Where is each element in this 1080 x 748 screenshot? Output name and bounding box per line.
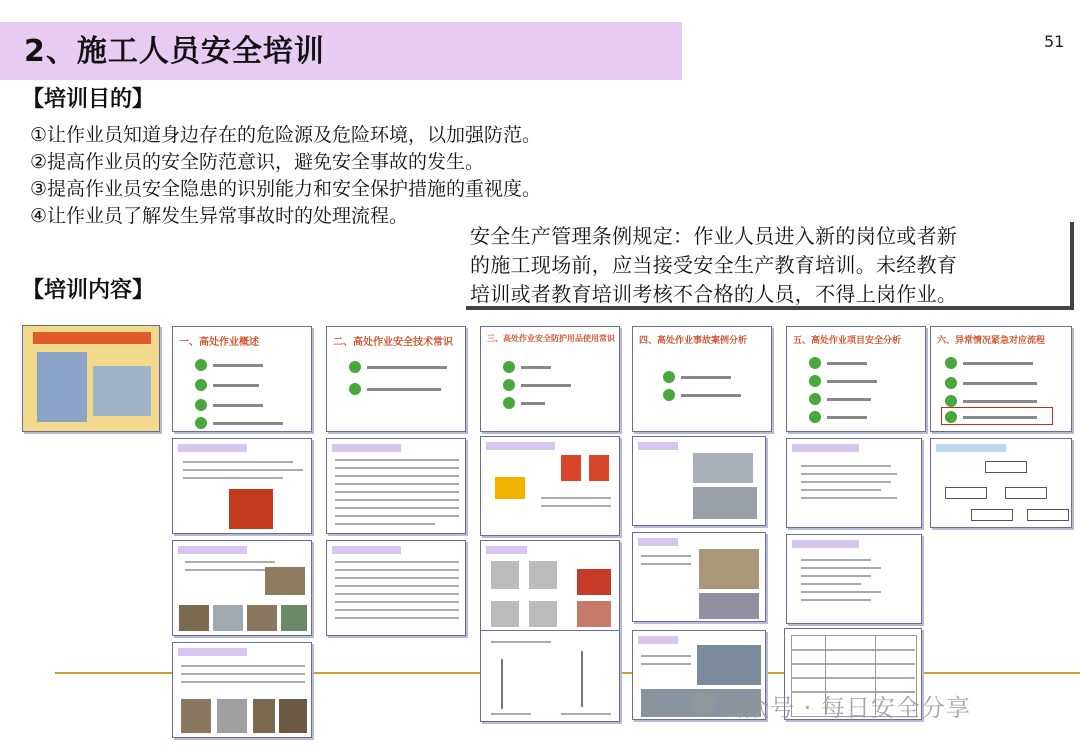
slide-thumb-4 bbox=[632, 326, 772, 432]
slide-thumb-3 bbox=[480, 326, 620, 432]
regulation-callout bbox=[466, 222, 1074, 310]
slide-title-1: 一、高处作业概述 bbox=[179, 337, 259, 348]
slide-title-4: 四、高处作业事故案例分析 bbox=[639, 336, 748, 346]
helmet-image bbox=[495, 477, 525, 499]
bullet-icon bbox=[195, 359, 207, 371]
slide-thumb-8 bbox=[326, 438, 466, 534]
slide-image bbox=[179, 605, 209, 631]
slide-title-6: 六、异常情况紧急对应流程 bbox=[937, 336, 1046, 346]
slide-thumb-7 bbox=[172, 438, 312, 534]
slide-thumb-cover bbox=[22, 325, 160, 432]
purpose-item-2: ②提高作业员的安全防范意识，避免安全事故的发生。 bbox=[30, 151, 485, 173]
slide-image bbox=[265, 567, 305, 595]
bullet-icon bbox=[663, 389, 675, 401]
slide-thumb-17 bbox=[786, 534, 922, 624]
worker-illustration bbox=[37, 352, 87, 422]
slide-image bbox=[213, 605, 243, 631]
slide-thumb-5 bbox=[786, 326, 926, 432]
bullet-icon bbox=[503, 397, 515, 409]
bullet-icon bbox=[809, 357, 821, 369]
bullet-icon bbox=[195, 379, 207, 391]
bullet-icon bbox=[809, 393, 821, 405]
callout-line-2: 的施工现场前，应当接受安全生产教育培训。未经教育 bbox=[470, 253, 958, 277]
slide-image bbox=[217, 699, 247, 733]
slide-image bbox=[697, 645, 761, 685]
slide-image bbox=[693, 487, 757, 519]
slide-image bbox=[693, 453, 753, 483]
purpose-heading: 【培训目的】 bbox=[22, 87, 155, 112]
slide-thumb-6 bbox=[930, 326, 1072, 432]
slide-title-3: 三、高处作业安全防护用品使用常识 bbox=[487, 334, 615, 343]
watermark: 公众号 · 每日安全分享 bbox=[720, 694, 971, 722]
page-title: 2、施工人员安全培训 bbox=[24, 34, 325, 69]
slide-image bbox=[529, 561, 557, 589]
bullet-icon bbox=[663, 371, 675, 383]
bullet-icon bbox=[503, 379, 515, 391]
bullet-icon bbox=[503, 361, 515, 373]
slide-thumb-19 bbox=[480, 630, 620, 722]
slide-image bbox=[253, 699, 275, 733]
slide-image bbox=[181, 699, 211, 733]
slide-thumb-16 bbox=[632, 532, 766, 622]
slide-thumb-13 bbox=[172, 540, 312, 636]
purpose-item-4: ④让作业员了解发生异常事故时的处理流程。 bbox=[30, 205, 409, 227]
slide-thumb-11 bbox=[786, 438, 922, 528]
slide-thumb-10 bbox=[632, 436, 766, 526]
scaffold-illustration bbox=[93, 366, 151, 416]
callout-line-1: 安全生产管理条例规定：作业人员进入新的岗位或者新 bbox=[470, 224, 958, 248]
bullet-icon bbox=[349, 383, 361, 395]
slide-image bbox=[699, 593, 759, 619]
worker-image bbox=[589, 455, 609, 481]
page-number: 51 bbox=[1044, 32, 1065, 51]
slide-thumb-12 bbox=[930, 438, 1072, 528]
highlight-box bbox=[941, 407, 1053, 425]
slide-image bbox=[491, 561, 519, 589]
purpose-item-3: ③提高作业员安全隐患的识别能力和安全保护措施的重视度。 bbox=[30, 178, 542, 200]
content-heading: 【培训内容】 bbox=[22, 278, 155, 303]
wechat-icon bbox=[690, 692, 716, 714]
worker-image bbox=[561, 455, 581, 481]
callout-line-3: 培训或者教育培训考核不合格的人员，不得上岗作业。 bbox=[470, 282, 958, 306]
slide-image bbox=[279, 699, 307, 733]
bullet-icon bbox=[195, 417, 207, 429]
slide-title-2: 二、高处作业安全技术常识 bbox=[333, 337, 453, 348]
slide-image bbox=[491, 601, 519, 627]
slide-image bbox=[229, 489, 273, 529]
slide-image bbox=[577, 569, 611, 595]
slide-thumb-15 bbox=[480, 540, 620, 636]
slide-image bbox=[247, 605, 277, 631]
slide-thumb-1 bbox=[172, 326, 312, 432]
bullet-icon bbox=[809, 375, 821, 387]
cover-title-image bbox=[33, 332, 151, 344]
slide-title-5: 五、高处作业项目安全分析 bbox=[793, 336, 902, 346]
slide-image bbox=[699, 549, 759, 589]
bullet-icon bbox=[195, 399, 207, 411]
bullet-icon bbox=[809, 411, 821, 423]
purpose-item-1: ①让作业员知道身边存在的危险源及危险环境，以加强防范。 bbox=[30, 124, 542, 146]
bullet-icon bbox=[349, 361, 361, 373]
slide-image bbox=[577, 601, 611, 627]
bullet-icon bbox=[945, 377, 957, 389]
slide-thumb-14 bbox=[326, 540, 466, 636]
bullet-icon bbox=[945, 395, 957, 407]
slide-thumb-18 bbox=[172, 642, 312, 738]
slide-thumb-9 bbox=[480, 436, 620, 536]
bullet-icon bbox=[945, 357, 957, 369]
slide-thumb-2 bbox=[326, 326, 466, 432]
slide-image bbox=[529, 601, 557, 627]
slide-image bbox=[281, 605, 307, 631]
